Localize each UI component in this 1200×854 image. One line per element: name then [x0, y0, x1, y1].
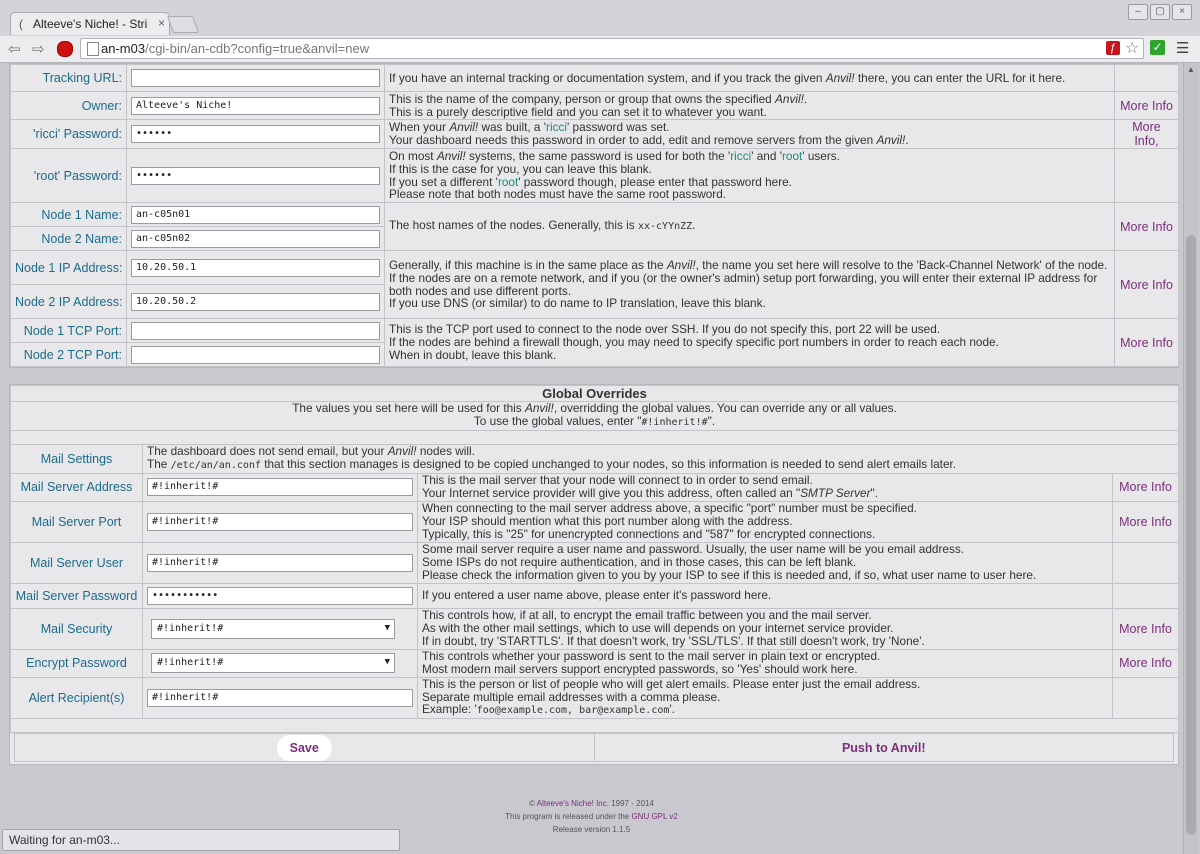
node-ports-description: [385, 319, 1115, 367]
page-viewport: [0, 63, 1200, 854]
push-to-anvil-button[interactable]: Push to Anvil!: [594, 734, 1174, 762]
mail-settings-description: [143, 444, 1179, 473]
more-info-empty: [1113, 583, 1179, 608]
mail-server-address-description: [418, 473, 1113, 501]
node1-port-label: Node 1 TCP Port:: [11, 319, 127, 343]
ricci-password-description: [385, 120, 1115, 149]
footer-version: Release version 1.1.5: [552, 825, 631, 834]
desc-text: If you use DNS (or similar) to do name to IP translation, leave this blank.: [389, 296, 766, 311]
tracking-url-input[interactable]: [131, 69, 380, 87]
copyright-symbol: ©: [529, 799, 537, 808]
more-info-empty: [1113, 542, 1179, 583]
desc-text: This controls whether your password is sent to the mail server in plain text or encrypted.: [422, 649, 881, 664]
ricci-more-info-link[interactable]: More Info,: [1115, 120, 1179, 149]
desc-text: ' password though, please enter that password here.: [518, 174, 793, 189]
node2-name-input[interactable]: an-c05n02: [131, 230, 380, 248]
table-row: [11, 677, 1179, 719]
mail-server-address-more-info-link[interactable]: More Info: [1113, 473, 1179, 501]
table-row: [11, 542, 1179, 583]
desc-anvil: Anvil!: [825, 70, 855, 85]
table-row: [11, 120, 1179, 149]
mail-server-port-input[interactable]: #!inherit!#: [147, 513, 413, 531]
desc-text: If in doubt, try 'STARTTLS'. If that doesn't work, try 'SSL/TLS'. If that still doesn't work, try 'None'.: [422, 634, 925, 649]
desc-text: Your dashboard needs this password in order to add, edit and remove servers from the given: [389, 133, 877, 147]
maximize-icon[interactable]: ▢: [1150, 4, 1170, 20]
bookmark-star-icon[interactable]: ☆: [1125, 40, 1140, 57]
table-row: [11, 649, 1179, 677]
footer-copyright: [0, 799, 1183, 808]
desc-text: Generally, if this machine is in the same place as the: [389, 257, 667, 272]
more-info-empty: [1115, 65, 1179, 92]
table-row: [11, 473, 1179, 501]
table-row: [11, 583, 1179, 608]
node1-port-input[interactable]: [131, 322, 380, 340]
desc-text: was built, a ': [478, 120, 547, 135]
window-controls: [1126, 3, 1192, 20]
desc-text: Separate multiple email addresses with a comma please.: [422, 689, 721, 704]
node1-ip-input[interactable]: 10.20.50.1: [131, 259, 380, 277]
table-row: [11, 92, 1179, 120]
forward-icon[interactable]: ⇨: [32, 41, 45, 58]
copyright-years: 1997 - 2014: [608, 799, 654, 808]
chevron-down-icon: ▼: [384, 622, 390, 633]
mail-security-select[interactable]: [151, 619, 395, 639]
stop-icon[interactable]: [57, 41, 73, 57]
desc-smtp: SMTP Server: [800, 486, 871, 501]
table-row: [11, 608, 1179, 649]
desc-text: systems, the same password is used for both the ': [465, 148, 731, 163]
desc-text: there, you can enter the URL for it here.: [854, 70, 1066, 85]
desc-anvil: Anvil!: [387, 443, 417, 458]
node1-name-label: Node 1 Name:: [11, 203, 127, 227]
table-row: [11, 251, 1179, 285]
desc-ricci: ricci: [546, 120, 567, 135]
root-password-input[interactable]: ••••••: [131, 167, 380, 185]
save-cell: [15, 734, 595, 762]
table-row: [11, 319, 1179, 343]
url-host: an-m03: [101, 41, 146, 56]
scroll-thumb[interactable]: [1186, 235, 1196, 835]
desc-anvil: Anvil!: [775, 91, 804, 106]
mail-server-user-label: Mail Server User: [11, 542, 143, 583]
node2-ip-input[interactable]: 10.20.50.2: [131, 293, 380, 311]
mail-server-user-description: [418, 542, 1113, 583]
desc-text: This is the name of the company, person or group that owns the specified: [389, 91, 776, 106]
root-password-label: 'root' Password:: [11, 149, 127, 203]
close-window-icon[interactable]: ×: [1172, 4, 1192, 20]
desc-text: The dashboard does not send email, but your: [147, 443, 388, 458]
table-row: [11, 65, 1179, 92]
alert-recipients-description: [418, 677, 1113, 719]
desc-text: This is the person or list of people who will get alert emails. Please enter just the email address.: [422, 676, 921, 691]
minimize-icon[interactable]: –: [1128, 4, 1148, 20]
tracking-url-label: Tracking URL:: [11, 65, 127, 92]
global-overrides-table: [10, 385, 1179, 733]
desc-text: If you set a different ': [389, 174, 498, 189]
action-buttons-table: [14, 733, 1174, 762]
mail-security-value: #!inherit!#: [157, 622, 224, 634]
desc-text: '.: [669, 702, 675, 717]
node-ips-description: [385, 251, 1115, 319]
encrypt-password-description: [418, 649, 1113, 677]
desc-root: root: [781, 148, 803, 163]
desc-text: If you have an internal tracking or documentation system, and if you track the given: [389, 70, 826, 85]
mail-settings-label: Mail Settings: [11, 444, 143, 473]
node2-port-label: Node 2 TCP Port:: [11, 343, 127, 367]
ricci-password-label: 'ricci' Password:: [11, 120, 127, 149]
desc-text: This is the TCP port used to connect to the node over SSH. If you do not specify this, port 22 will be used.: [389, 322, 941, 337]
node2-port-input[interactable]: [131, 346, 380, 364]
tab-close-icon[interactable]: ×: [158, 16, 166, 30]
loading-spinner-icon: (: [19, 17, 23, 31]
license-link[interactable]: GNU GPL v2: [631, 812, 678, 821]
url-text: [101, 41, 369, 56]
desc-ricci: ricci: [730, 148, 752, 163]
desc-text: Typically, this is "25" for unencrypted connections and "587" for encrypted connections.: [422, 527, 876, 542]
spacer-row: [11, 719, 1179, 733]
desc-text: When connecting to the mail server address above, a specific "port" number must be specified.: [422, 501, 917, 516]
node-ports-more-info-link[interactable]: More Info: [1115, 319, 1179, 367]
back-icon[interactable]: ⇦: [8, 41, 21, 58]
desc-anvil: Anvil!: [436, 148, 466, 163]
node-ips-more-info-link[interactable]: More Info: [1115, 251, 1179, 319]
desc-text: Some mail server require a user name and password. Usually, the user name will be you email address.: [422, 542, 965, 557]
desc-text: The values you set here will be used for this: [292, 401, 525, 415]
desc-text: Please note that both nodes must have the same root password.: [389, 187, 727, 202]
desc-text: nodes will.: [416, 443, 475, 458]
desc-text: Some ISPs do not require authentication, and in those cases, this can be left blank.: [422, 555, 857, 570]
mail-server-password-description: If you entered a user name above, please enter it's password here.: [418, 583, 1113, 608]
desc-text: ".: [707, 413, 716, 428]
status-bar: Waiting for an-m03...: [2, 829, 400, 851]
mail-server-port-more-info-link[interactable]: More Info: [1113, 501, 1179, 542]
node1-name-input[interactable]: an-c05n01: [131, 206, 380, 224]
desc-text: , the name you set here will resolve to the 'Back-Channel Network' of the node.: [695, 257, 1108, 272]
encrypt-password-more-info-link[interactable]: More Info: [1113, 649, 1179, 677]
encrypt-password-select[interactable]: [151, 653, 395, 673]
browser-tab[interactable]: [10, 12, 170, 35]
alert-recipients-label: Alert Recipient(s): [11, 677, 143, 719]
desc-text: ' users.: [802, 148, 840, 163]
desc-text: When in doubt, leave this blank.: [389, 347, 557, 362]
desc-code: /etc/an/an.conf: [170, 459, 261, 471]
node-names-description: [385, 203, 1115, 251]
desc-text: This is a purely descriptive field and you can set it to whatever you want.: [389, 104, 767, 119]
desc-text: When your: [389, 120, 450, 135]
address-bar[interactable]: [80, 38, 1144, 59]
owner-input[interactable]: Alteeve's Niche!: [131, 97, 380, 115]
encrypt-password-label: Encrypt Password: [11, 649, 143, 677]
desc-text: , overridding the global values. You can override any or all values.: [553, 401, 897, 415]
mail-security-description: [418, 608, 1113, 649]
more-info-empty: [1115, 149, 1179, 203]
desc-text: Your Internet service provider will give you this address, often called an ": [422, 486, 801, 501]
license-text: This program is released under the: [505, 812, 632, 821]
desc-text: If the nodes are behind a firewall though, you may need to specify specific port numbers in order to reach each node.: [389, 335, 999, 350]
mail-server-address-input[interactable]: #!inherit!#: [147, 478, 413, 496]
desc-text: ".: [870, 486, 879, 501]
mail-security-more-info-link[interactable]: More Info: [1113, 608, 1179, 649]
chevron-down-icon: ▼: [384, 657, 390, 668]
desc-text: Most modern mail servers support encrypted passwords, so 'Yes' should work here.: [422, 662, 858, 677]
extension-check-icon[interactable]: ✓: [1150, 40, 1165, 55]
desc-root: root: [497, 174, 519, 189]
mail-security-label: Mail Security: [11, 608, 143, 649]
desc-text: The: [147, 456, 171, 471]
node1-ip-label: Node 1 IP Address:: [11, 251, 127, 285]
desc-text: that this section manages is designed to be copied unchanged to your nodes, so this information is needed to send alert emails later.: [260, 456, 957, 471]
desc-text: As with the other mail settings, which to use will depends on your internet service provider.: [422, 621, 894, 636]
desc-text: ' and ': [751, 148, 782, 163]
desc-code: xx-cYYnZZ: [637, 221, 693, 233]
global-overrides-panel: [9, 384, 1179, 765]
anvil-config-panel: [9, 63, 1179, 368]
desc-text: This is the mail server that your node will connect to in order to send email.: [422, 473, 813, 488]
save-button[interactable]: Save: [277, 735, 332, 761]
owner-label: Owner:: [11, 92, 127, 120]
desc-anvil: Anvil!: [449, 120, 479, 135]
desc-text: This controls how, if at all, to encrypt the email traffic between you and the mail server.: [422, 608, 872, 623]
tab-title: Alteeve's Niche! - Stri: [33, 17, 148, 31]
mail-server-port-description: [418, 501, 1113, 542]
flash-icon[interactable]: ƒ: [1106, 41, 1120, 55]
root-password-description: [385, 149, 1115, 203]
global-overrides-title: Global Overrides: [11, 386, 1179, 402]
desc-text: Please check the information given to you by your ISP to see if this is needed and, if so, what user name to user here.: [422, 568, 1037, 583]
more-info-empty: [1113, 677, 1179, 719]
spacer-row: [11, 430, 1179, 444]
tab-bar: [0, 0, 1200, 36]
footer-license: [0, 812, 1183, 821]
mail-server-address-label: Mail Server Address: [11, 473, 143, 501]
table-row: [11, 402, 1179, 431]
desc-text: If the nodes are on a remote network, and if you (or the owner's admin) setup port forwarding, you will enter their external IP address for both nodes and use different ports.: [389, 270, 1098, 298]
desc-text: ' password was set.: [566, 120, 670, 135]
mail-server-port-label: Mail Server Port: [11, 501, 143, 542]
desc-anvil: Anvil!: [524, 401, 554, 415]
page-icon: [87, 42, 99, 56]
desc-text: If this is the case for you, you can leave this blank.: [389, 161, 652, 176]
node2-ip-label: Node 2 IP Address:: [11, 285, 127, 319]
desc-text: .: [692, 218, 696, 233]
scroll-up-icon[interactable]: ▲: [1187, 65, 1195, 74]
desc-text: .: [803, 91, 808, 106]
ricci-password-input[interactable]: ••••••: [131, 125, 380, 143]
alert-recipients-input[interactable]: #!inherit!#: [147, 689, 413, 707]
desc-code: foo@example.com, bar@example.com: [476, 705, 670, 717]
owner-description: [385, 92, 1115, 120]
table-row: [11, 501, 1179, 542]
table-row: [15, 734, 1174, 762]
encrypt-password-value: #!inherit!#: [157, 657, 224, 669]
anvil-config-table: [10, 64, 1179, 367]
desc-text: .: [905, 133, 909, 147]
desc-anvil: Anvil!: [876, 133, 906, 147]
url-path: /cgi-bin/an-cdb?config=true&anvil=new: [145, 41, 370, 56]
node-names-more-info-link[interactable]: More Info: [1115, 203, 1179, 251]
mail-server-password-input[interactable]: •••••••••••: [147, 587, 413, 605]
desc-text: The host names of the nodes. Generally, this is: [389, 218, 638, 233]
company-link[interactable]: Alteeve's Niche! Inc.: [536, 799, 609, 808]
desc-text: Example: ': [422, 702, 477, 717]
table-row: [11, 386, 1179, 402]
desc-code: #!inherit!#: [641, 416, 708, 428]
menu-icon[interactable]: ☰: [1176, 40, 1190, 57]
desc-text: On most: [389, 148, 437, 163]
vertical-scrollbar[interactable]: [1183, 63, 1198, 854]
desc-anvil: Anvil!: [666, 257, 696, 272]
desc-text: To use the global values, enter ": [473, 413, 642, 428]
table-row: [11, 149, 1179, 203]
table-row: [11, 203, 1179, 227]
node2-name-label: Node 2 Name:: [11, 227, 127, 251]
table-row: [11, 444, 1179, 473]
desc-text: Your ISP should mention what this port number along with the address.: [422, 514, 793, 529]
owner-more-info-link[interactable]: More Info: [1115, 92, 1179, 120]
browser-toolbar: [0, 36, 1200, 63]
mail-server-password-label: Mail Server Password: [11, 583, 143, 608]
global-overrides-intro: [11, 402, 1179, 431]
tracking-url-description: [385, 65, 1115, 92]
mail-server-user-input[interactable]: #!inherit!#: [147, 554, 413, 572]
new-tab-button[interactable]: [167, 16, 199, 33]
